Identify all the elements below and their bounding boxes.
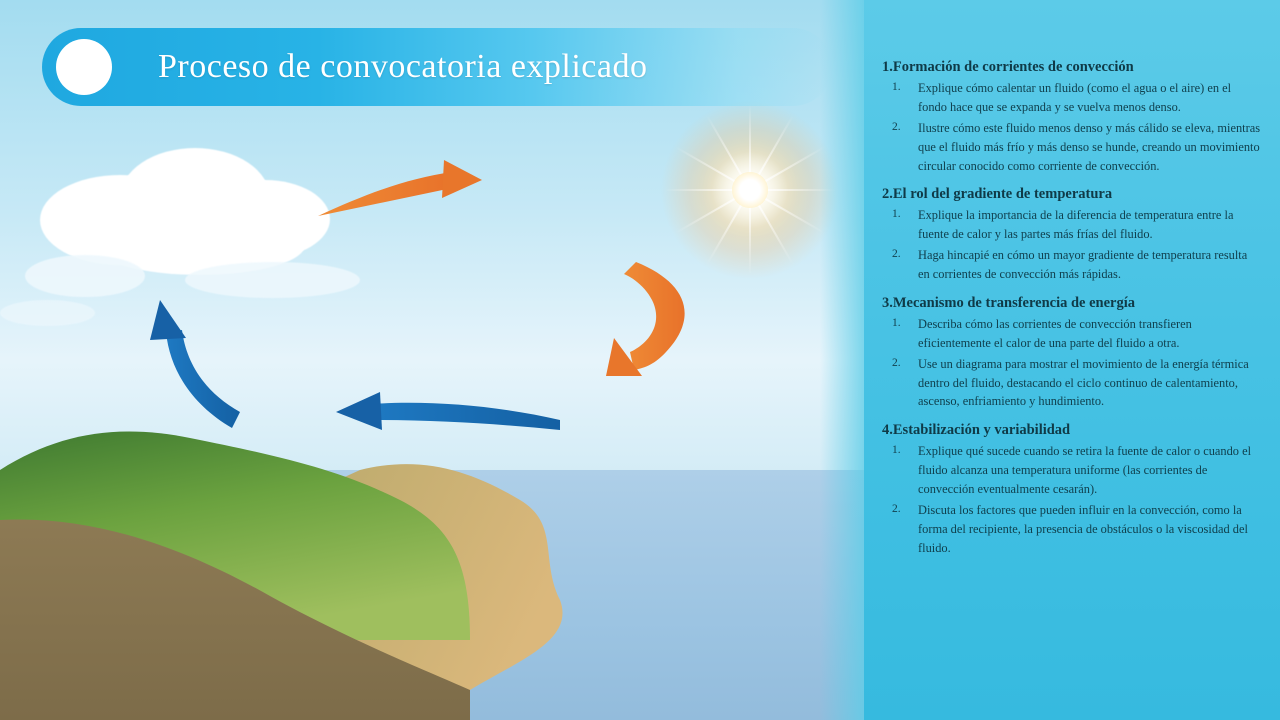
arrow-top-right [316,160,482,216]
section-heading: 4.Estabilización y variabilidad [882,422,1071,439]
list-item-text: Discuta los factores que pueden influir en la convección, como la forma del recipiente, la presencia de obstáculos o la viscosidad del fluido. [918,502,1248,555]
list-item-number: 2. [892,502,901,515]
title-banner [42,28,832,106]
list-item-text: Explique qué sucede cuando se retira la fuente de calor o cuando el fluido alcanza una temperatura uniforme (las corrientes de convección eventualmente cesarán). [918,444,1252,496]
arrow-up-left [150,300,240,428]
bullet-dot-icon [56,39,112,95]
page-title: Proceso de convocatoria explicado [158,48,648,85]
list-item-number: 2. [892,120,901,133]
panel-fade [820,0,865,720]
list-item-number: 2. [892,356,901,369]
list-item-number: 1. [892,444,901,457]
list-item-text: Describa cómo las corrientes de convección transfieren eficientemente el calor de una parte del fluido a otra. [918,316,1192,350]
section-bullets [882,442,1262,557]
list-item [892,355,1262,412]
section-1 [882,58,1262,175]
list-item [892,246,1262,284]
list-item-text: Haga hincapié en cómo un mayor gradiente de temperatura resulta en corrientes de convección más rápidas. [918,248,1248,281]
section-bullets [882,206,1262,283]
list-item [892,206,1262,244]
section-heading: 2.El rol del gradiente de temperatura [882,186,1113,203]
section-heading: 1.Formación de corrientes de convección [882,59,1134,75]
list-item [892,315,1262,353]
list-item [892,119,1262,176]
section-2 [882,185,1262,284]
list-item [892,79,1262,117]
section-bullets [882,315,1262,411]
list-item-text: Explique cómo calentar un fluido (como el agua o el aire) en el fondo hace que se expanda y se vuelva menos denso. [918,81,1232,114]
list-item-text: Use un diagrama para mostrar el movimiento de la energía térmica dentro del fluido, destacando el ciclo continuo de calentamiento, ascenso, enfriamiento y hundimiento. [918,356,1249,409]
list-item-number: 2. [892,248,901,261]
list-item-number: 1. [892,316,901,329]
list-item-number: 1. [892,81,901,94]
section-4 [882,421,1262,557]
list-item-text: Explique la importancia de la diferencia de temperatura entre la fuente de calor y las partes más frías del fluido. [918,208,1234,242]
arrow-bottom-left [336,392,560,430]
section-heading: 3.Mecanismo de transferencia de energía [882,294,1136,311]
list-item-number: 1. [892,208,901,221]
list-item-text: Ilustre cómo este fluido menos denso y más cálido se eleva, mientras que el fluido más frío y más denso se hunde, creando un movimiento circular conocido como corriente de convección. [918,120,1261,173]
content-panel [864,0,1280,720]
arrow-down-right [606,262,685,376]
section-3 [882,294,1262,411]
list-item [892,501,1262,558]
list-item [892,442,1262,499]
section-bullets [882,79,1262,175]
